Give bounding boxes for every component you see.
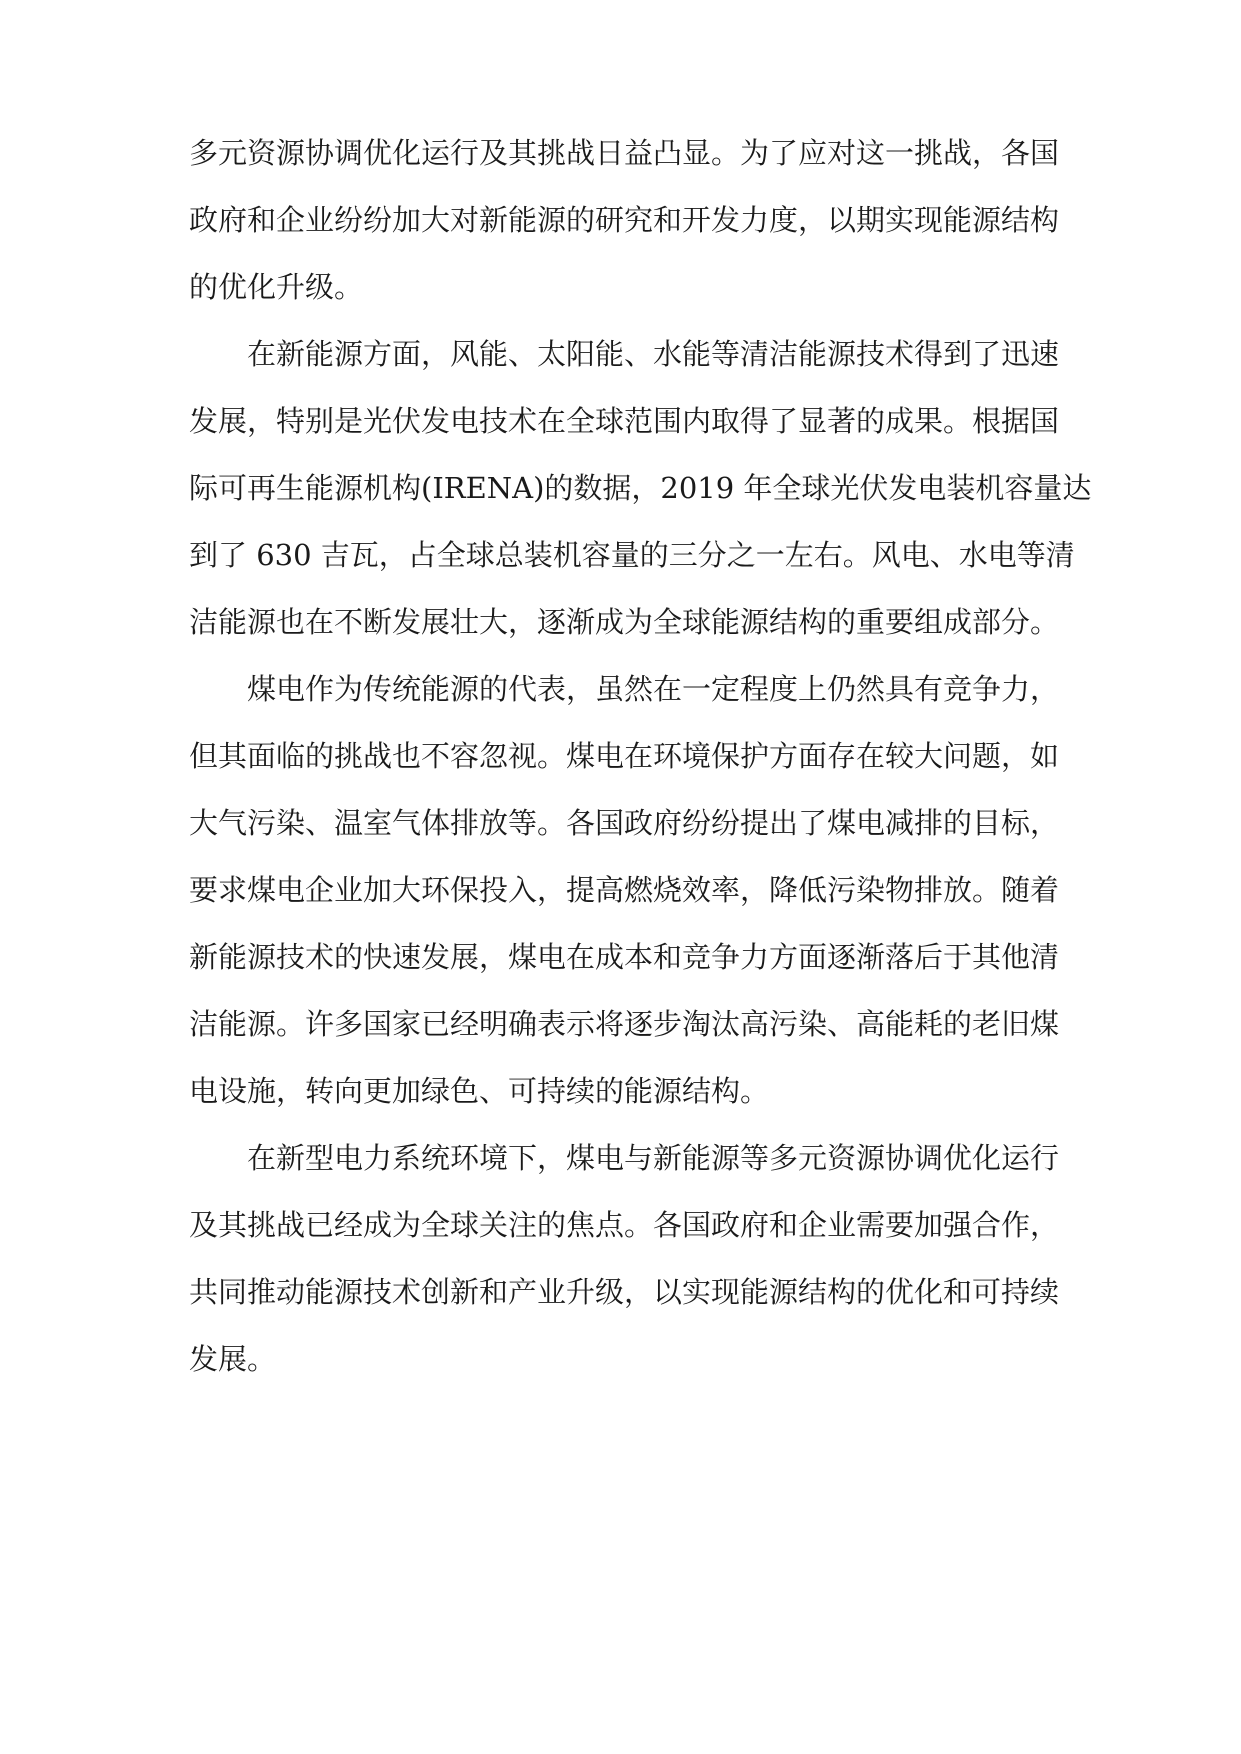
text-line: 发展。: [189, 1342, 277, 1376]
text-line: 共同推动能源技术创新和产业升级，以实现能源结构的优化和可持续: [189, 1275, 1060, 1309]
text-line: 发展，特别是光伏发电技术在全球范围内取得了显著的成果。根据国: [189, 404, 1060, 438]
text-line: 在新型电力系统环境下，煤电与新能源等多元资源协调优化运行: [247, 1141, 1060, 1175]
text-line: 要求煤电企业加大环保投入，提高燃烧效率，降低污染物排放。随着: [189, 873, 1060, 907]
text-line: 及其挑战已经成为全球关注的焦点。各国政府和企业需要加强合作，: [189, 1208, 1060, 1242]
text-line: 煤电作为传统能源的代表，虽然在一定程度上仍然具有竞争力，: [247, 672, 1060, 706]
text-line: 多元资源协调优化运行及其挑战日益凸显。为了应对这一挑战，各国: [189, 136, 1060, 170]
text-line: 际可再生能源机构(IRENA)的数据，2019 年全球光伏发电装机容量达: [189, 471, 1092, 505]
text-line: 政府和企业纷纷加大对新能源的研究和开发力度，以期实现能源结构: [189, 203, 1060, 237]
text-line: 但其面临的挑战也不容忽视。煤电在环境保护方面存在较大问题，如: [189, 739, 1060, 773]
text-line: 洁能源也在不断发展壮大，逐渐成为全球能源结构的重要组成部分。: [189, 605, 1060, 639]
text-line: 在新能源方面，风能、太阳能、水能等清洁能源技术得到了迅速: [247, 337, 1060, 371]
text-line: 到了 630 吉瓦，占全球总装机容量的三分之一左右。风电、水电等清: [189, 538, 1075, 572]
text-line: 大气污染、温室气体排放等。各国政府纷纷提出了煤电减排的目标，: [189, 806, 1060, 840]
text-line: 新能源技术的快速发展，煤电在成本和竞争力方面逐渐落后于其他清: [189, 940, 1060, 974]
text-line: 电设施，转向更加绿色、可持续的能源结构。: [189, 1074, 770, 1108]
text-line: 的优化升级。: [189, 270, 364, 304]
text-line: 洁能源。许多国家已经明确表示将逐步淘汰高污染、高能耗的老旧煤: [189, 1007, 1060, 1041]
